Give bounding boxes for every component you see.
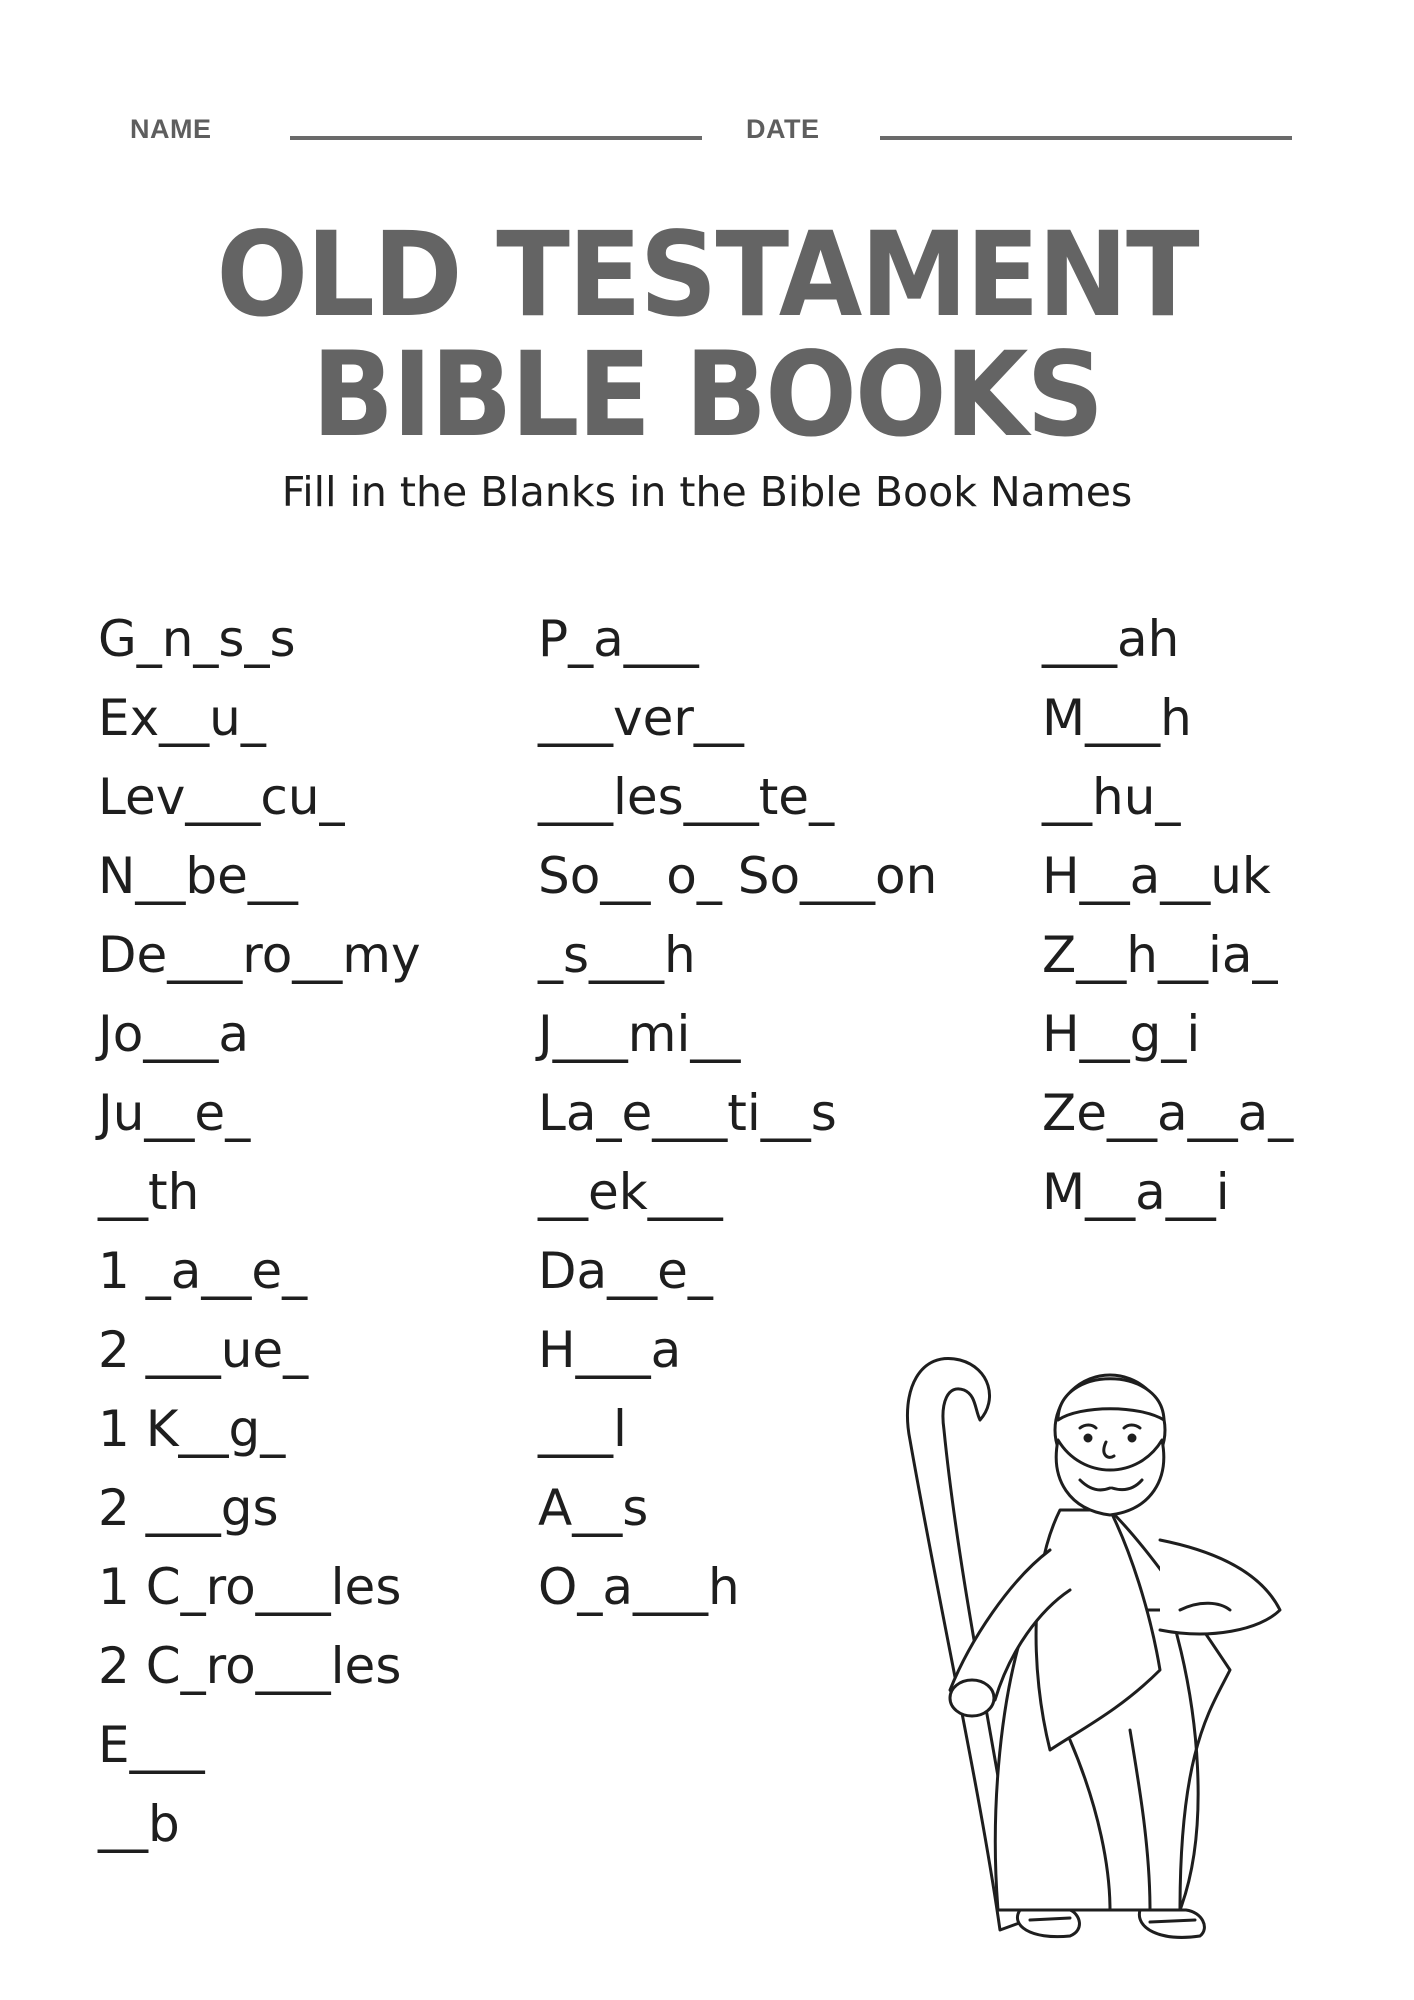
book-name-1-6[interactable]: Jo___a	[98, 1005, 249, 1063]
book-name-2-12[interactable]: A__s	[538, 1479, 649, 1537]
name-label: NAME	[130, 114, 212, 144]
book-name-3-2[interactable]: M___h	[1042, 689, 1192, 747]
book-name-2-4[interactable]: So__ o_ So___on	[538, 847, 938, 905]
book-name-2-6[interactable]: J___mi__	[538, 1005, 741, 1063]
book-name-1-8[interactable]: __th	[98, 1163, 200, 1221]
subtitle: Fill in the Blanks in the Bible Book Names	[281, 468, 1133, 516]
book-name-1-16[interactable]: __b	[98, 1795, 180, 1853]
book-name-3-8[interactable]: M__a__i	[1042, 1163, 1230, 1221]
book-name-1-12[interactable]: 2 ___gs	[98, 1479, 279, 1537]
book-name-2-2[interactable]: ___ver__	[538, 689, 744, 747]
book-name-2-13[interactable]: O_a___h	[538, 1558, 740, 1616]
book-name-2-8[interactable]: __ek___	[538, 1163, 723, 1221]
date-label: DATE	[746, 114, 820, 144]
date-blank-line[interactable]	[880, 136, 1292, 140]
book-name-3-5[interactable]: Z__h__ia_	[1042, 926, 1278, 984]
name-blank-line[interactable]	[290, 136, 702, 140]
book-name-2-1[interactable]: P_a___	[538, 610, 699, 668]
book-name-2-5[interactable]: _s___h	[538, 926, 696, 984]
book-name-2-9[interactable]: Da__e_	[538, 1242, 713, 1300]
book-name-1-9[interactable]: 1 _a__e_	[98, 1242, 308, 1300]
book-column-1	[98, 600, 421, 1864]
book-column-3	[1042, 600, 1293, 1232]
book-name-2-7[interactable]: La_e___ti__s	[538, 1084, 837, 1142]
book-name-3-7[interactable]: Ze__a__a_	[1042, 1084, 1294, 1142]
book-name-2-3[interactable]: ___les___te_	[538, 768, 835, 826]
title-line-2: BIBLE BOOKS	[311, 327, 1103, 463]
book-name-1-11[interactable]: 1 K__g_	[98, 1400, 286, 1458]
book-name-1-4[interactable]: N__be__	[98, 847, 298, 905]
book-name-1-2[interactable]: Ex__u_	[98, 689, 266, 747]
title-line-1: OLD TESTAMENT	[216, 207, 1198, 343]
book-name-3-4[interactable]: H__a__uk	[1042, 847, 1271, 905]
book-column-2	[538, 600, 937, 1627]
book-name-3-6[interactable]: H__g_i	[1042, 1005, 1201, 1063]
book-name-1-10[interactable]: 2 ___ue_	[98, 1321, 309, 1379]
book-name-1-5[interactable]: De___ro__my	[98, 926, 421, 984]
book-name-1-14[interactable]: 2 C_ro___les	[98, 1637, 402, 1695]
book-name-2-10[interactable]: H___a	[538, 1321, 682, 1379]
book-name-1-15[interactable]: E___	[98, 1716, 205, 1774]
book-name-2-11[interactable]: ___l	[538, 1400, 627, 1458]
book-name-1-1[interactable]: G_n_s_s	[98, 610, 296, 668]
book-name-1-13[interactable]: 1 C_ro___les	[98, 1558, 402, 1616]
book-name-1-7[interactable]: Ju__e_	[98, 1084, 251, 1142]
book-name-3-1[interactable]: ___ah	[1042, 610, 1180, 668]
bearded-man-with-staff-icon	[880, 1310, 1320, 1950]
book-name-1-3[interactable]: Lev___cu_	[98, 768, 345, 826]
book-name-3-3[interactable]: __hu_	[1042, 768, 1181, 826]
